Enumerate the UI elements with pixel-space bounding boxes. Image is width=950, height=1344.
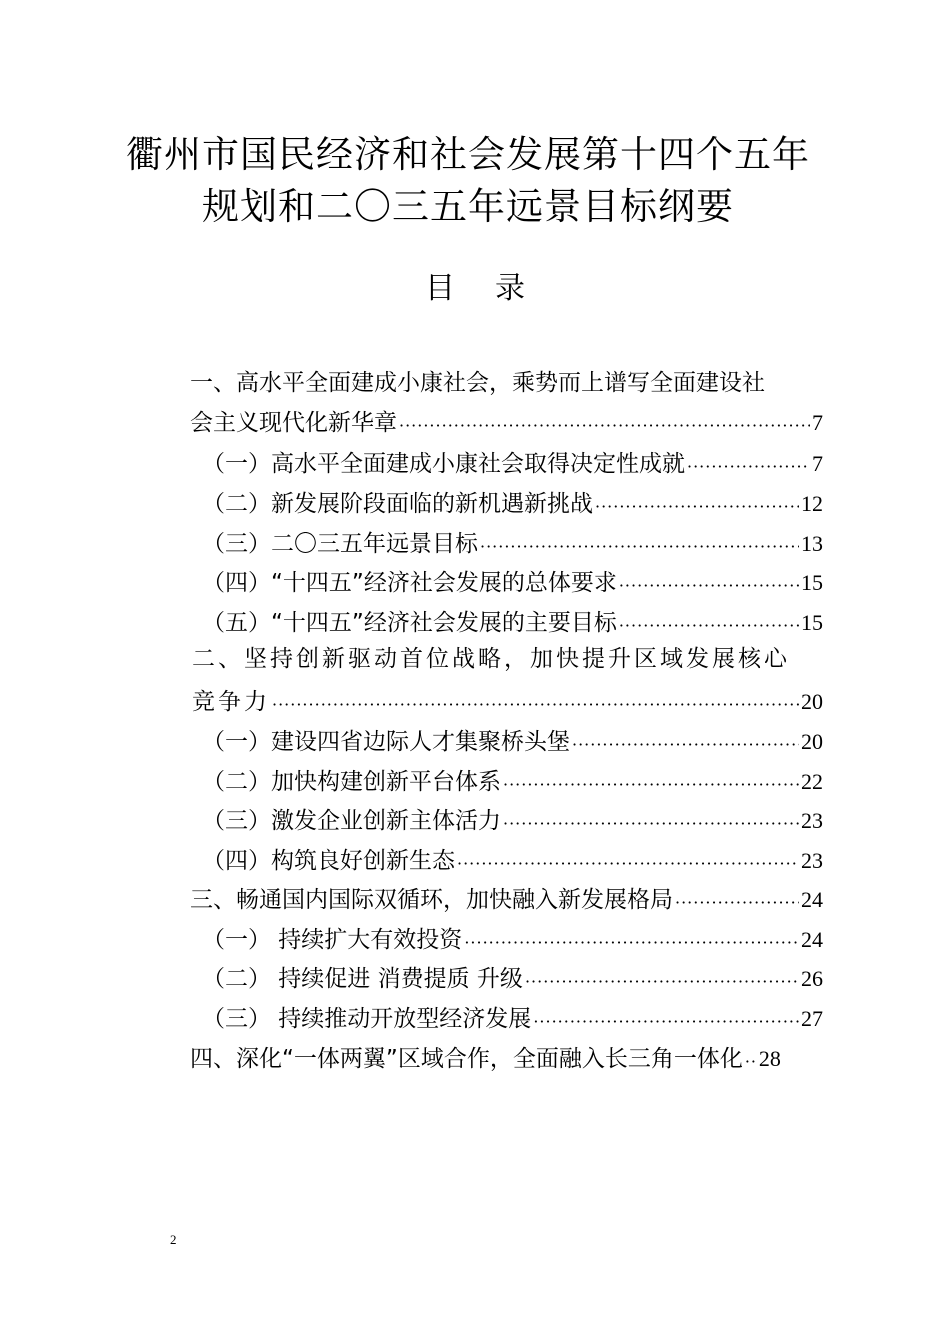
toc-page-number: 23 [801,848,823,873]
toc-page-number: 7 [812,451,823,476]
toc-entry-text: （一）高水平全面建成小康社会取得决定性成就 [202,451,685,477]
toc-entry-text: （一） 持续扩大有效投资 [202,927,463,953]
toc-leader-dots [457,846,799,876]
toc-page-number: 23 [801,808,823,833]
toc-entry-text: （三）二〇三五年远景目标 [202,531,478,557]
toc-leader-dots [464,925,799,955]
toc-leader-dots [525,964,799,994]
toc-leader-dots [745,1044,757,1074]
toc-page-number: 20 [801,689,823,714]
toc-entry-text: （五）“十四五”经济社会发展的主要目标 [202,610,617,636]
toc-page-number: 7 [812,410,823,435]
toc-leader-dots [503,767,799,797]
toc-entry-text: （四）构筑良好创新生态 [202,848,455,874]
toc-leader-dots [619,608,799,638]
toc-entry-ch2[interactable] [192,683,823,717]
toc-page-number: 22 [801,769,823,794]
toc-leader-dots [533,1004,799,1034]
toc-leader-dots [675,885,799,915]
toc-entry-text: 竞争力 [192,689,270,715]
toc-entry-text: （四）“十四五”经济社会发展的总体要求 [202,570,617,596]
toc-page-number: 15 [801,570,823,595]
toc-leader-dots [687,449,810,479]
toc-entry-text: （一）建设四省边际人才集聚桥头堡 [202,729,570,755]
document-title-line-2: 规划和二〇三五年远景目标纲要 [202,185,734,228]
toc-entry-ch2-s3[interactable] [202,802,823,836]
toc-leader-dots [272,687,799,717]
toc-page-number: 15 [801,610,823,635]
toc-entry-ch1-s2[interactable] [202,485,823,519]
toc-page-number: 24 [801,887,823,912]
toc-entry-text: （二） 持续促进 消费提质 升级 [202,966,523,992]
toc-entry-ch1[interactable] [190,404,823,438]
toc-page-number: 20 [801,729,823,754]
toc-entry-ch2-s1[interactable] [202,723,823,757]
toc-leader-dots [480,529,799,559]
toc-entry-text: （二）加快构建创新平台体系 [202,769,501,795]
toc-page-number: 27 [801,1006,823,1031]
toc-entry-text: （三）激发企业创新主体活力 [202,808,501,834]
document-title-line-1: 衢州市国民经济和社会发展第十四个五年 [126,133,810,176]
toc-page-number: 12 [801,491,823,516]
toc-page-number: 13 [801,531,823,556]
toc-page-number: 24 [801,927,823,952]
toc-entry-ch1-s5[interactable] [202,604,823,638]
toc-leader-dots [619,568,799,598]
toc-entry-text: （三） 持续推动开放型经济发展 [202,1006,532,1032]
toc-entry-ch3-s2[interactable] [202,960,823,994]
toc-entry-ch3-s3[interactable] [202,1000,823,1034]
toc-entry-ch1-s1[interactable] [202,445,823,479]
toc-entry-text: 四、深化“一体两翼”区域合作，全面融入长三角一体化 [190,1046,743,1072]
page-number: 2 [170,1232,177,1247]
toc-leader-dots [503,806,799,836]
toc-heading-char-1: 目 [425,271,455,306]
toc-entry-text: （二）新发展阶段面临的新机遇新挑战 [202,491,593,517]
toc-page-number: 28 [758,1046,781,1071]
toc-entry-ch1-s3[interactable] [202,525,823,559]
toc-entry-ch1-line1[interactable]: 一、高水平全面建成小康社会，乘势而上谱写全面建设社 [190,370,765,396]
toc-entry-ch1-s4[interactable] [202,564,823,598]
toc-page-number: 26 [801,966,823,991]
toc-entry-ch2-s4[interactable] [202,842,823,876]
toc-leader-dots [572,727,799,757]
toc-entry-ch3-s1[interactable] [202,921,823,955]
toc-entry-text: 三、畅通国内国际双循环，加快融入新发展格局 [190,887,673,913]
toc-entry-ch2-line1[interactable]: 二、坚持创新驱动首位战略，加快提升区域发展核心 [192,646,790,672]
toc-leader-dots [399,408,810,438]
toc-leader-dots [595,489,799,519]
toc-entry-ch3[interactable] [190,881,823,915]
toc-entry-ch4[interactable] [190,1040,781,1074]
toc-heading-char-2: 录 [495,271,525,306]
table-of-contents [190,0,823,1344]
toc-entry-text: 会主义现代化新华章 [190,410,397,436]
toc-entry-ch2-s2[interactable] [202,763,823,797]
